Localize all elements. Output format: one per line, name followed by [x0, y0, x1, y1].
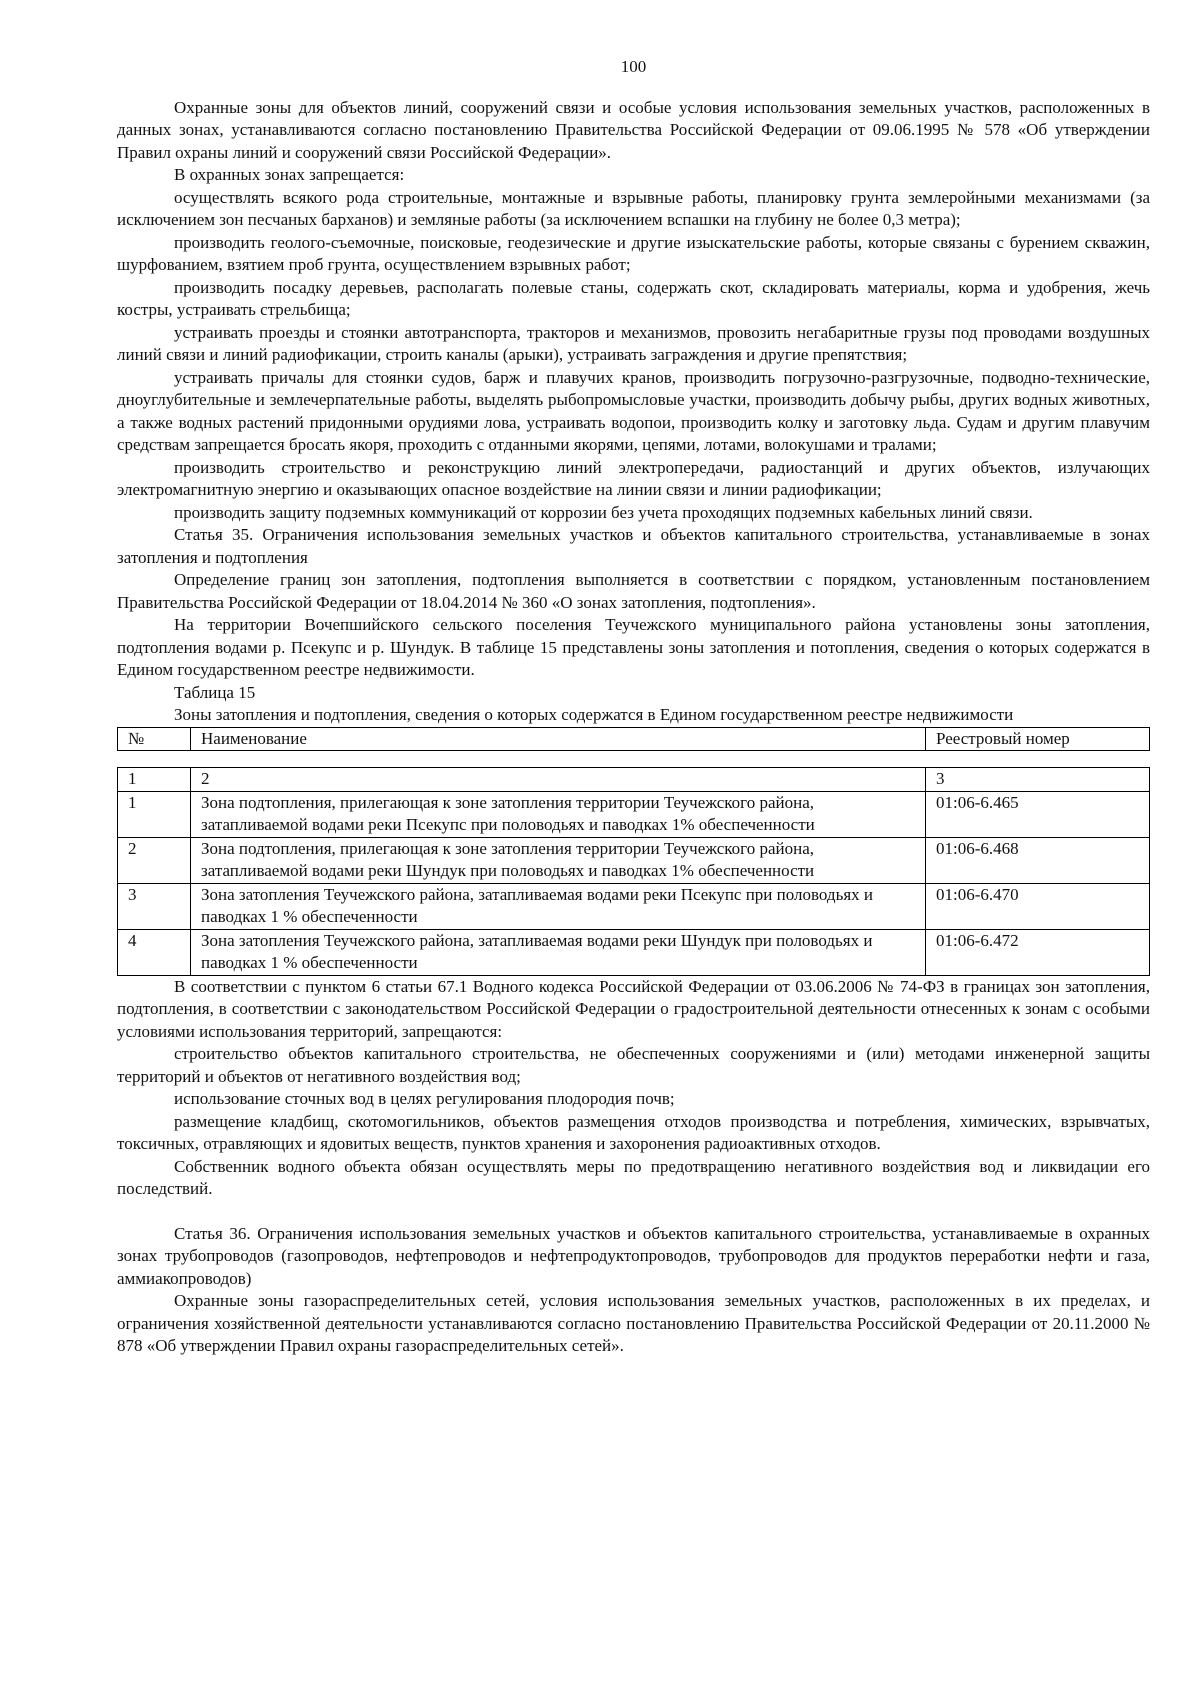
paragraph: производить геолого-съемочные, поисковые, геодезические и другие изыскательские работы, которые связаны с бурением скважин, шурфованием, взятием проб грунта, осуществлением взрывных работ;: [117, 232, 1150, 274]
paragraph: использование сточных вод в целях регулирования плодородия почв;: [174, 1089, 675, 1108]
table-cell: 2: [191, 768, 926, 792]
paragraph: строительство объектов капитального строительства, не обеспеченных сооружениями и (или) методами инженерной защиты территорий и объектов от негативного воздействия вод;: [117, 1044, 1150, 1086]
table-cell: Зона затопления Теучежского района, затапливаемая водами реки Псекупс при половодьях и паводках 1 % обеспеченности: [191, 883, 926, 929]
paragraph: производить строительство и реконструкцию линий электропередачи, радиостанций и других объектов, излучающих электромагнитную энергию и оказывающих опасное воздействие на линии связи и линии радиофикации;: [117, 457, 1150, 499]
header-cell-registry: Реестровый номер: [926, 727, 1150, 751]
paragraph: На территории Вочепшийского сельского поселения Теучежского муниципального района установлены зоны затопления, подтопления водами р. Псекупс и р. Шундук. В таблице 15 представлены зоны затопления и потопления, сведения о которых содержатся в Едином государственном реестре недвижимости.: [117, 615, 1150, 679]
paragraph: Собственник водного объекта обязан осуществлять меры по предотвращению негативного воздействия вод и ликвидации его последствий.: [117, 1156, 1150, 1198]
table-row: [118, 929, 1150, 975]
paragraph: производить защиту подземных коммуникаций от коррозии без учета проходящих подземных кабельных линий связи.: [174, 502, 1033, 522]
paragraph: устраивать причалы для стоянки судов, барж и плавучих кранов, производить погрузочно-разгрузочные, подводно-технические, дноуглубительные и землечерпательные работы, выделять рыбопромысловые участки, производить добычу рыбы, других водных животных, а также водных растений придонными орудиями лова, устраивать водопои, производить колку и заготовку льда. Судам и другим плавучим средствам запрещается бросать якоря, проходить с отданными якорями, цепями, лотами, волокушами и тралами;: [117, 367, 1150, 454]
paragraph: осуществлять всякого рода строительные, монтажные и взрывные работы, планировку грунта землеройными механизмами (за исключением зон песчаных барханов) и земляные работы (за исключением вспашки на глубину не более 0,3 метра);: [117, 187, 1150, 229]
paragraph: В охранных зонах запрещается:: [174, 165, 405, 184]
paragraph: Охранные зоны газораспределительных сетей, условия использования земельных участков, расположенных в их пределах, и ограничения хозяйственной деятельности устанавливаются согласно постановлению Правительства Российской Федерации от 20.11.2000 № 878 «Об утверждении Правил охраны газораспределительных сетей».: [117, 1291, 1150, 1355]
table-cell: 01:06-6.465: [926, 791, 1150, 837]
table-caption: Зоны затопления и подтопления, сведения о которых содержатся в Едином государственном реестре недвижимости: [174, 705, 1014, 724]
table-cell: 2: [118, 837, 191, 883]
table-cell: 01:06-6.468: [926, 837, 1150, 883]
table-cell: 4: [118, 929, 191, 975]
table-row: [118, 791, 1150, 837]
table-cell: 3: [118, 883, 191, 929]
article-36-heading: Статья 36. Ограничения использования земельных участков и объектов капитального строительства, устанавливаемые в охранных зонах трубопроводов (газопроводов, нефтепроводов и нефтепродуктопроводов, трубопроводов для продуктов переработки нефти и газа, аммиакопроводов): [117, 1223, 1150, 1288]
section-after-table: [117, 976, 1150, 1201]
table-cell: 01:06-6.472: [926, 929, 1150, 975]
section-article-36: [117, 1223, 1150, 1358]
table-cell: 01:06-6.470: [926, 883, 1150, 929]
paragraph: В соответствии с пунктом 6 статьи 67.1 Водного кодекса Российской Федерации от 03.06.2006 № 74-ФЗ в границах зон затопления, подтопления, в соответствии с законодательством Российской Федерации о градостроительной деятельности отнесенных к зонам с особыми условиями использования территорий, запрещаются:: [117, 976, 1150, 1041]
section-gap: [117, 1201, 1150, 1223]
paragraph: устраивать проезды и стоянки автотранспорта, тракторов и механизмов, провозить негабаритные грузы под проводами воздушных линий связи и линий радиофикации, строить каналы (арыки), устраивать заграждения и другие препятствия;: [117, 322, 1150, 364]
paragraph: производить посадку деревьев, располагать полевые станы, содержать скот, складировать материалы, корма и удобрения, жечь костры, устраивать стрельбища;: [117, 277, 1150, 319]
section-before-table: [117, 97, 1150, 727]
table-cell: 1: [118, 768, 191, 792]
table-row: [118, 883, 1150, 929]
table-column-numbers-row: [118, 768, 1150, 792]
page-number: 100: [620, 57, 647, 76]
paragraph: Охранные зоны для объектов линий, сооружений связи и особые условия использования земельных участков, расположенных в данных зонах, устанавливаются согласно постановлению Правительства Российской Федерации от 09.06.1995 № 578 «Об утверждении Правил охраны линий и сооружений связи Российской Федерации».: [117, 97, 1150, 162]
table-cell: Зона подтопления, прилегающая к зоне затопления территории Теучежского района, затапливаемой водами реки Шундук при половодьях и паводках 1% обеспеченности: [191, 837, 926, 883]
table-label: Таблица 15: [174, 682, 256, 702]
zones-table: [117, 767, 1150, 976]
paragraph: Определение границ зон затопления, подтопления выполняется в соответствии с порядком, установленным постановлением Правительства Российской Федерации от 18.04.2014 № 360 «О зонах затопления, подтопления».: [117, 570, 1150, 612]
paragraph: размещение кладбищ, скотомогильников, объектов размещения отходов производства и потребления, химических, взрывчатых, токсичных, отравляющих и ядовитых веществ, пунктов хранения и захоронения радиоактивных отходов.: [117, 1111, 1150, 1153]
table-header: [117, 727, 1150, 752]
table-cell: 1: [118, 791, 191, 837]
table-cell: Зона затопления Теучежского района, затапливаемая водами реки Шундук при половодьях и паводках 1 % обеспеченности: [191, 929, 926, 975]
table-row: [118, 837, 1150, 883]
table-cell: 3: [926, 768, 1150, 792]
table-cell: Зона подтопления, прилегающая к зоне затопления территории Теучежского района, затапливаемой водами реки Псекупс при половодьях и паводках 1% обеспеченности: [191, 791, 926, 837]
header-cell-name: Наименование: [191, 727, 926, 751]
header-cell-number: №: [118, 727, 191, 751]
article-35-heading: Статья 35. Ограничения использования земельных участков и объектов капитального строительства, устанавливаемые в зонах затопления и подтопления: [117, 525, 1150, 567]
